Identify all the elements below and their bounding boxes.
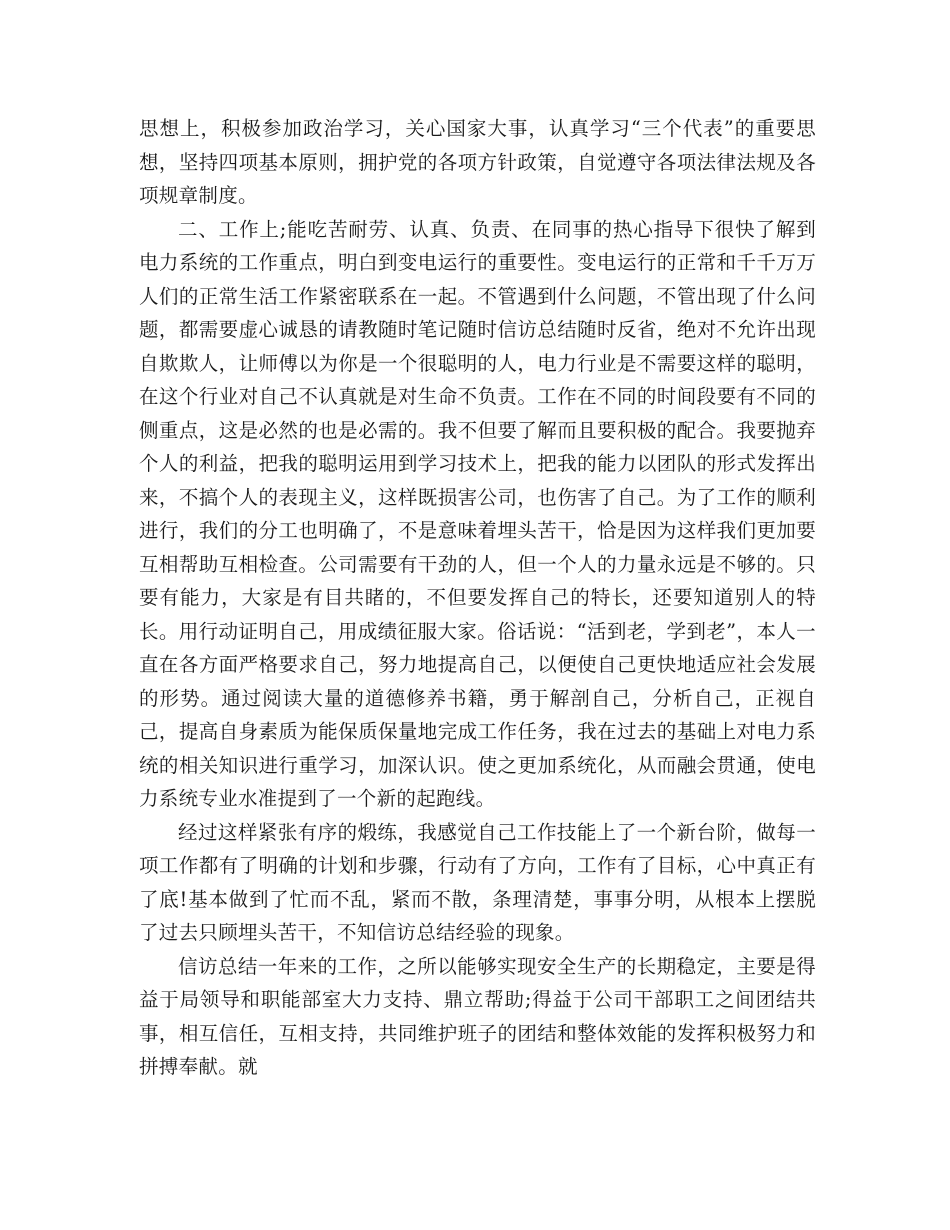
paragraph-2: 二、工作上;能吃苦耐劳、认真、负责、在同事的热心指导下很快了解到电力系统的工作重点，明白到变电运行的重要性。变电运行的正常和千千万万人们的正常生活工作紧密联系在一起。不管遇到什么问题，不管出现了什么问题，都需要虚心诚恳的请教随时笔记随时信访总结随时反省，绝对不允许出现自欺欺人，让师傅以为你是一个很聪明的人，电力行业是不需要这样的聪明，在这个行业对自己不认真就是对生命不负责。工作在不同的时间段要有不同的侧重点，这是必然的也是必需的。我不但要了解而且要积极的配合。我要抛弃个人的利益，把我的聪明运用到学习技术上，把我的能力以团队的形式发挥出来，不搞个人的表现主义，这样既损害公司，也伤害了自己。为了工作的顺利进行，我们的分工也明确了，不是意味着埋头苦干，恰是因为这样我们更加要互相帮助互相检查。公司需要有干劲的人，但一个人的力量永远是不够的。只要有能力，大家是有目共睹的，不但要发挥自己的特长，还要知道别人的特长。用行动证明自己，用成绩征服大家。俗话说：“活到老，学到老”，本人一直在各方面严格要求自己，努力地提高自己，以便使自己更快地适应社会发展的形势。通过阅读大量的道德修养书籍，勇于解剖自己，分析自己，正视自己，提高自身素质为能保质保量地完成工作任务，我在过去的基础上对电力系统的相关知识进行重学习，加深认识。使之更加系统化，从而融会贯通，使电力系统专业水准提到了一个新的起跑线。 (139, 217, 816, 810)
paragraph-1: 思想上，积极参加政治学习，关心国家大事，认真学习“三个代表”的重要思想，坚持四项基本原则，拥护党的各项方针政策，自觉遵守各项法律法规及各项规章制度。 (139, 117, 816, 207)
paragraph-3: 经过这样紧张有序的煅练，我感觉自己工作技能上了一个新台阶，做每一项工作都有了明确的计划和步骤，行动有了方向，工作有了目标，心中真正有了底!基本做到了忙而不乱，紧而不散，条理清楚，事事分明，从根本上摆脱了过去只顾埋头苦干，不知信访总结经验的现象。 (139, 820, 816, 944)
document-body (139, 112, 816, 1084)
paragraph-4: 信访总结一年来的工作，之所以能够实现安全生产的长期稳定，主要是得益于局领导和职能部室大力支持、鼎立帮助;得益于公司干部职工之间团结共事，相互信任，互相支持，共同维护班子的团结和整体效能的发挥积极努力和拼搏奉献。就 (139, 954, 816, 1078)
